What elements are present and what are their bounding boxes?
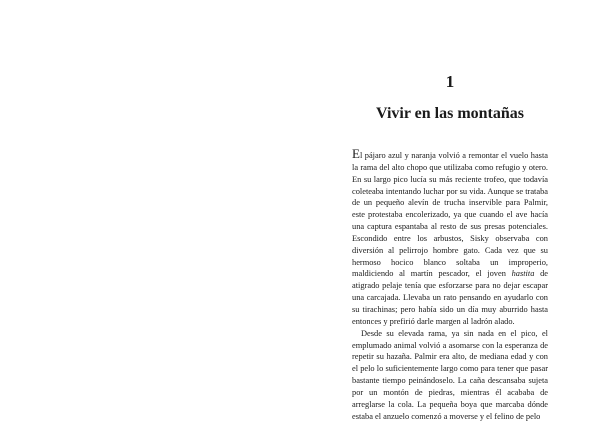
- paragraph-1-part-a: l pájaro azul y naranja volvió a remontar el vuelo hasta la rama del alto chopo que utilizaba como refugio y otero. En su largo pico lucía su más reciente trofeo, que todavía coleteaba intentando luchar por su vida. Aunque se trataba de un pequeño alevín de trucha inservible para Palmir, este protestaba encolerizado, ya que cuando el ave hacía una captura espantaba al resto de sus presas potenciales. Escondido entre los arbustos, Sisky observaba con diversión al pelirrojo hombre gato. Cada vez que su hermoso hocico blanco soltaba un improperio, maldiciendo al martín pescador, el joven: [352, 151, 548, 279]
- paragraph-1-part-b: de atigrado pelaje tenía que esforzarse para no dejar escapar una carcajada. Llevaba un rato pensando en ayudarlo con su tirachinas; pero había sido un día muy aburrido hasta entonces y prefirió darle margen al ladrón alado.: [352, 269, 548, 326]
- paragraph-2: Desde su elevada rama, ya sin nada en el pico, el emplumado animal volvió a asomarse con la esperanza de repetir su hazaña. Palmir era alto, de mediana edad y con el pelo lo suficientemente largo como para tener que pasar bastante tiempo peinándoselo. La caña descansaba sujeta por un montón de piedras, mientras él acababa de arreglarse la cola. La pequeña boya que marcaba dónde estaba el anzuelo comenzó a moverse y el felino de pelo: [352, 328, 548, 421]
- paragraph-1: [352, 146, 548, 328]
- paragraph-1-emphasis: hastita: [511, 269, 535, 279]
- chapter-title: Vivir en las montañas: [375, 105, 524, 122]
- chapter-number: 1: [445, 72, 455, 91]
- chapter-body: [352, 146, 548, 422]
- paragraph-initial: E: [352, 146, 360, 161]
